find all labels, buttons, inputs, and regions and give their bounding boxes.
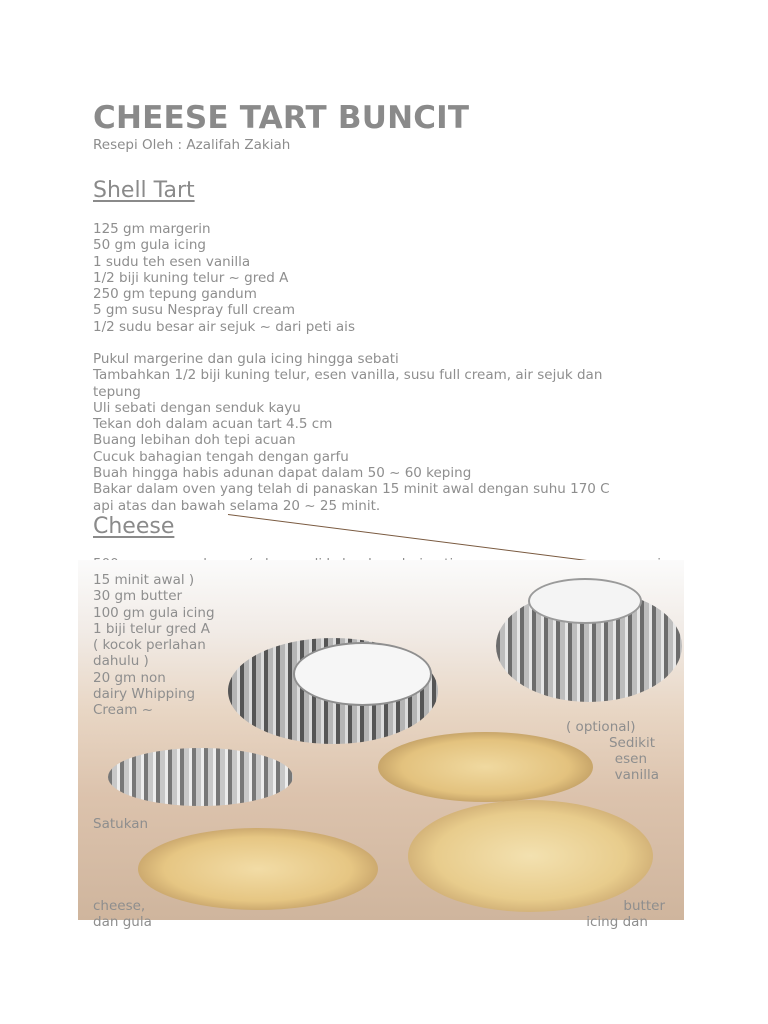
shell-step: Buang lebihan doh tepi acuan: [93, 432, 296, 449]
shell-ingredient: 5 gm susu Nespray full cream: [93, 302, 295, 319]
shell-ingredients-list: [93, 221, 355, 335]
cheese-ingredient: dairy Whipping: [93, 686, 196, 703]
method-step: Satukan: [93, 816, 149, 832]
cheese-heading: Cheese: [93, 514, 175, 539]
tin-rim: [528, 578, 642, 624]
shell-ingredient: 1/2 sudu besar air sejuk ~ dari peti ais: [93, 318, 355, 335]
shell-step: Tekan doh dalam acuan tart 4.5 cm: [93, 416, 333, 433]
shell-ingredient: 1/2 biji kuning telur ~ gred A: [93, 269, 289, 286]
recipe-title: CHEESE TART BUNCIT: [93, 100, 470, 136]
cheese-ingredient: 20 gm non: [93, 669, 166, 686]
cheese-ingredient: 15 minit awal ): [93, 572, 195, 588]
cheese-ingredient: dahulu ): [93, 653, 149, 670]
shell-ingredient: 1 sudu teh esen vanilla: [93, 253, 251, 270]
method-step-right: butter: [623, 898, 665, 914]
shell-step: Pukul margerine dan gula icing hingga sebati: [93, 351, 399, 367]
cheese-ingredient: 1 biji telur gred A: [93, 620, 210, 637]
cheese-ingredient-right: vanilla: [614, 767, 659, 783]
cheese-ingredient: 30 gm butter: [93, 588, 183, 605]
cheese-ingredient-right: Sedikit: [608, 735, 655, 751]
empty-tart-tin: [108, 748, 293, 806]
shell-step: tepung: [93, 383, 141, 400]
cheese-ingredient: 100 gm gula icing: [93, 604, 215, 621]
cheese-ingredient-right: esen: [614, 751, 647, 767]
cheese-ingredient: Cream ~: [93, 702, 154, 719]
shell-step: Cucuk bahagian tengah dengan garfu: [93, 448, 349, 465]
shell-step: Buah hingga habis adunan dapat dalam 50 ~ 60 keping: [93, 465, 472, 482]
shell-ingredient: 50 gm gula icing: [93, 237, 206, 254]
method-step: cheese,: [93, 898, 146, 914]
cheese-ingredient: ( kocok perlahan: [93, 637, 206, 654]
shell-step: Uli sebati dengan senduk kayu: [93, 399, 301, 416]
baked-tart-shell: [408, 800, 653, 912]
method-step-right: icing dan: [586, 914, 648, 930]
shell-step: api atas dan bawah selama 20 ~ 25 minit.: [93, 497, 381, 514]
method-step: dan gula: [93, 914, 152, 930]
baked-tart-shell: [138, 828, 378, 910]
shell-tart-heading: Shell Tart: [93, 178, 195, 203]
cheese-ingredients-left: [93, 572, 215, 719]
optional-note: ( optional): [566, 719, 636, 735]
shell-ingredient: 125 gm margerin: [93, 221, 211, 237]
shell-step: Tambahkan 1/2 biji kuning telur, esen vanilla, susu full cream, air sejuk dan: [93, 367, 603, 384]
baked-tart-shell: [378, 732, 593, 802]
tin-rim: [293, 642, 432, 706]
recipe-author: Resepi Oleh : Azalifah Zakiah: [93, 137, 291, 153]
shell-steps-list: [93, 351, 610, 514]
shell-ingredient: 250 gm tepung gandum: [93, 286, 257, 303]
shell-step: Bakar dalam oven yang telah di panaskan 15 minit awal dengan suhu 170 C: [93, 481, 610, 498]
